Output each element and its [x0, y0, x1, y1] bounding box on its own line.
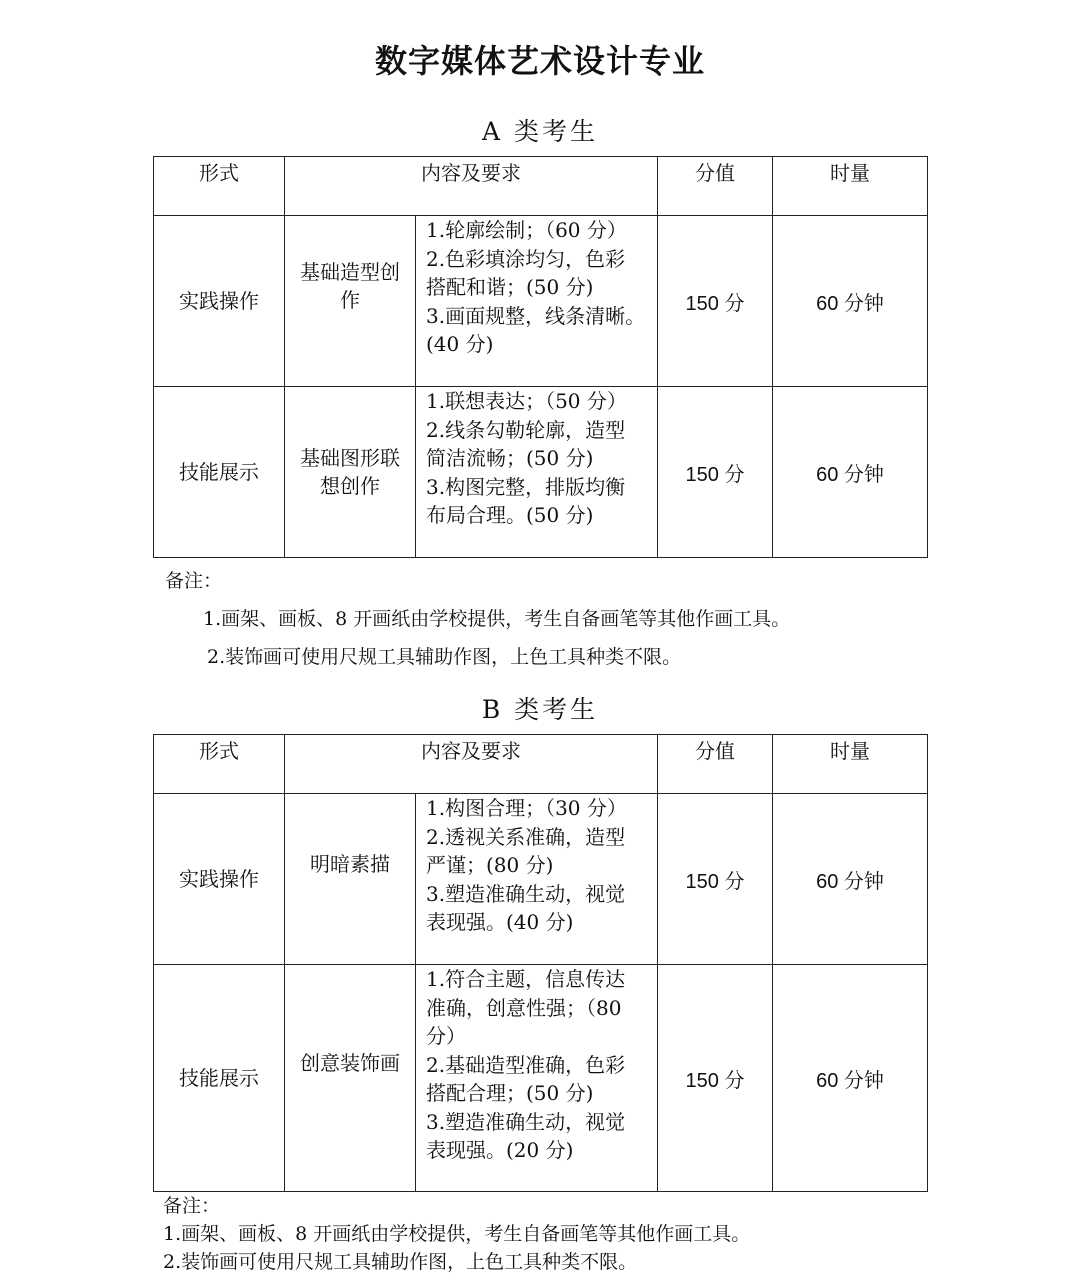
cell-score: 150 分 — [658, 216, 773, 387]
section-b-heading: B 类考生 — [481, 695, 599, 724]
table-row — [154, 965, 928, 1192]
item-text: 明暗素描 — [310, 852, 390, 876]
column-header-form: 形式 — [154, 735, 285, 794]
requirement-line: 布局合理。(50 分) — [426, 503, 594, 527]
requirement-line: 3.塑造准确生动，视觉 — [426, 881, 626, 906]
table-row — [154, 216, 928, 387]
column-header-time: 时量 — [773, 735, 928, 794]
cell-score: 150 分 — [658, 965, 773, 1192]
requirement-line: 1.符合主题，信息传达 — [426, 967, 626, 991]
column-header-score: 分值 — [658, 157, 773, 216]
note-line: 1.画架、画板、8 开画纸由学校提供，考生自备画笔等其他作画工具。 — [203, 608, 791, 630]
section-a-table — [153, 156, 928, 558]
cell-requirements — [416, 965, 658, 1192]
requirement-line: 1.构图合理；（30 分） — [426, 796, 627, 820]
cell-item — [285, 965, 416, 1192]
requirement-line: 2.色彩填涂均匀，色彩 — [426, 246, 626, 271]
requirement-line: 搭配和谐；(50 分) — [426, 275, 594, 299]
requirement-line: 严谨；(80 分) — [426, 853, 554, 877]
requirement-line: 2.基础造型准确，色彩 — [426, 1052, 626, 1077]
column-header-content: 内容及要求 — [285, 157, 658, 216]
section-a-notes — [165, 562, 790, 676]
requirement-line: 2.线条勾勒轮廓，造型 — [426, 417, 626, 442]
cell-item — [285, 216, 416, 387]
item-text: 基础图形联想创作 — [300, 446, 400, 498]
requirement-line: 表现强。(20 分) — [426, 1138, 574, 1162]
cell-form: 实践操作 — [154, 216, 285, 387]
cell-requirements — [416, 794, 658, 965]
item-text: 基础造型创作 — [300, 260, 400, 312]
cell-form: 实践操作 — [154, 794, 285, 965]
column-header-form: 形式 — [154, 157, 285, 216]
requirement-line: 分） — [426, 1024, 466, 1048]
cell-time: 60 分钟 — [773, 216, 928, 387]
section-a-heading: A 类考生 — [481, 117, 598, 146]
cell-requirements — [416, 216, 658, 387]
requirement-line: 3.构图完整，排版均衡 — [426, 474, 626, 499]
table-header-row — [154, 157, 928, 216]
cell-item — [285, 794, 416, 965]
requirement-line: 2.透视关系准确，造型 — [426, 824, 626, 849]
cell-time: 60 分钟 — [773, 794, 928, 965]
section-b-notes — [163, 1192, 750, 1276]
cell-score: 150 分 — [658, 387, 773, 558]
table-row — [154, 794, 928, 965]
table-row — [154, 387, 928, 558]
requirement-line: 3.画面规整，线条清晰。 — [426, 303, 646, 328]
cell-form: 技能展示 — [154, 965, 285, 1192]
table-header-row — [154, 735, 928, 794]
requirement-line: 简洁流畅；(50 分) — [426, 446, 594, 470]
section-b-table — [153, 734, 928, 1192]
requirement-line: 1.轮廓绘制；（60 分） — [426, 218, 627, 242]
cell-score: 150 分 — [658, 794, 773, 965]
column-header-content: 内容及要求 — [285, 735, 658, 794]
column-header-time: 时量 — [773, 157, 928, 216]
requirement-line: 准确，创意性强；（80 — [426, 995, 622, 1020]
requirement-line: 搭配合理；(50 分) — [426, 1081, 594, 1105]
requirement-line: 3.塑造准确生动，视觉 — [426, 1109, 626, 1134]
cell-form: 技能展示 — [154, 387, 285, 558]
notes-label: 备注： — [163, 1195, 221, 1217]
note-line: 2.装饰画可使用尺规工具辅助作图，上色工具种类不限。 — [207, 646, 682, 668]
requirement-line: 1.联想表达；（50 分） — [426, 389, 627, 413]
item-text: 创意装饰画 — [300, 1051, 400, 1075]
cell-time: 60 分钟 — [773, 387, 928, 558]
cell-time: 60 分钟 — [773, 965, 928, 1192]
notes-label: 备注： — [165, 570, 223, 592]
cell-item — [285, 387, 416, 558]
page-title: 数字媒体艺术设计专业 — [374, 42, 705, 80]
note-line: 1.画架、画板、8 开画纸由学校提供，考生自备画笔等其他作画工具。 — [163, 1223, 751, 1245]
column-header-score: 分值 — [658, 735, 773, 794]
requirement-line: 表现强。(40 分) — [426, 910, 574, 934]
requirement-line: (40 分) — [426, 332, 494, 356]
cell-requirements — [416, 387, 658, 558]
note-line: 2.装饰画可使用尺规工具辅助作图，上色工具种类不限。 — [163, 1251, 638, 1273]
